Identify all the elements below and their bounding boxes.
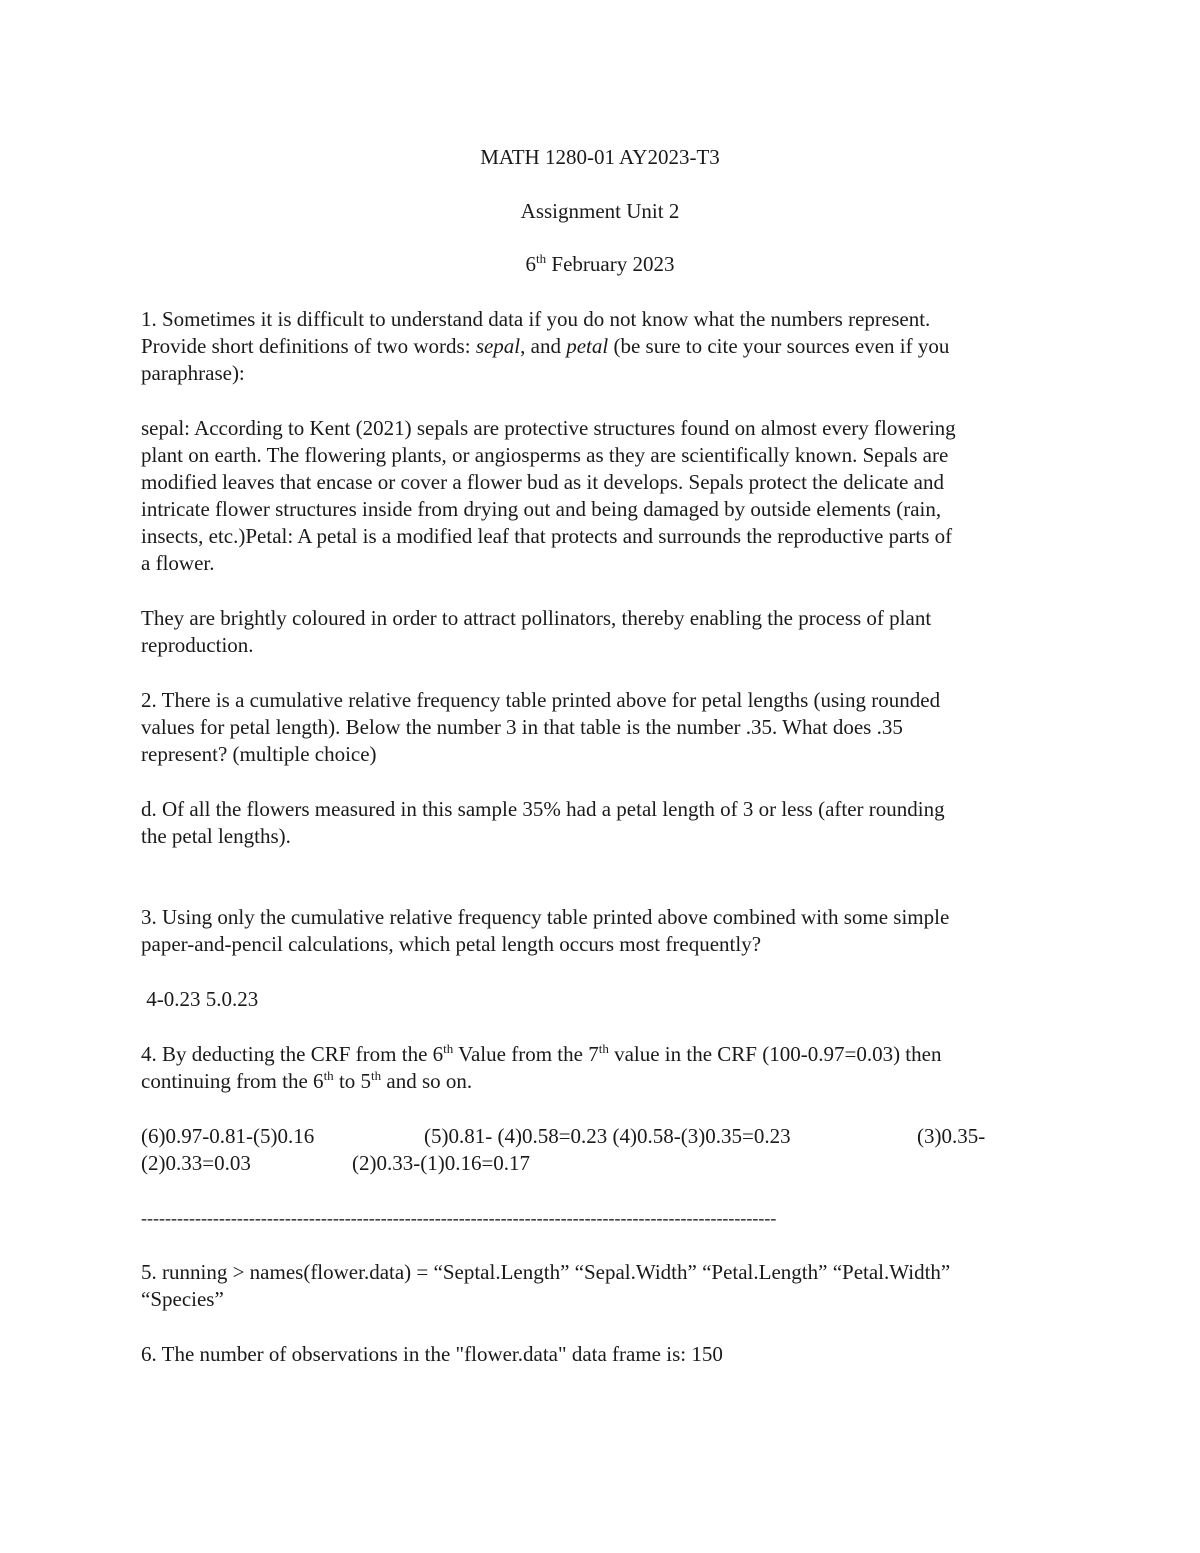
q2-answer-line-1: d. Of all the flowers measured in this sample 35% had a petal length of 3 or less (after rounding	[141, 797, 945, 821]
answer1-line-5: insects, etc.)Petal: A petal is a modified leaf that protects and surrounds the reproductive parts of	[141, 524, 953, 548]
calc-5-4-3: (5)0.81- (4)0.58=0.23 (4)0.58-(3)0.35=0.23	[424, 1124, 791, 1148]
answer1-para2-line-1: They are brightly coloured in order to attract pollinators, thereby enabling the process of plant	[141, 606, 932, 630]
assignment-date: 6th February 2023	[525, 251, 675, 276]
q4-calc-row-2	[141, 1150, 1080, 1177]
q5-line-2: “Species”	[141, 1287, 224, 1311]
answer1-line-2: plant on earth. The flowering plants, or angiosperms as they are scientifically known. Sepals are	[141, 443, 949, 467]
dashed-divider: ----------------------------------------------------------------------------------------------------------	[141, 1208, 777, 1228]
answer1-line-4: intricate flower structures inside from drying out and being damaged by outside elements (rain,	[141, 497, 942, 521]
q1-line-2: Provide short definitions of two words: sepal, and petal (be sure to cite your sources even if you	[141, 334, 950, 358]
calc-2-1: (2)0.33-(1)0.16=0.17	[352, 1151, 531, 1175]
q2-line-3: represent? (multiple choice)	[141, 742, 377, 766]
q1-line-1: 1. Sometimes it is difficult to understand data if you do not know what the numbers represent.	[141, 307, 931, 331]
q4-calc-row-1	[141, 1123, 1080, 1150]
answer1-line-3: modified leaves that encase or cover a flower bud as it develops. Sepals protect the delicate and	[141, 470, 944, 494]
calc-6-5: (6)0.97-0.81-(5)0.16	[141, 1124, 315, 1148]
assignment-title: Assignment Unit 2	[520, 199, 680, 223]
q3-answer: 4-0.23 5.0.23	[141, 987, 259, 1011]
q2-line-1: 2. There is a cumulative relative frequency table printed above for petal lengths (using rounded	[141, 688, 941, 712]
q2-answer-line-2: the petal lengths).	[141, 824, 291, 848]
q4-line-1: 4. By deducting the CRF from the 6th Value from the 7th value in the CRF (100-0.97=0.03) then	[141, 1041, 942, 1066]
answer1-line-6: a flower.	[141, 551, 215, 575]
calc-3-start: (3)0.35-	[917, 1124, 986, 1148]
q6-line-1: 6. The number of observations in the "flower.data" data frame is: 150	[141, 1342, 723, 1366]
q2-line-2: values for petal length). Below the number 3 in that table is the number .35. What does .35	[141, 715, 903, 739]
course-title: MATH 1280-01 AY2023-T3	[480, 145, 720, 169]
calc-3-2: (2)0.33=0.03	[141, 1151, 251, 1175]
answer1-line-1: sepal: According to Kent (2021) sepals are protective structures found on almost every flowering	[141, 416, 956, 440]
q3-line-2: paper-and-pencil calculations, which petal length occurs most frequently?	[141, 932, 762, 956]
q1-line-3: paraphrase):	[141, 361, 245, 385]
q4-line-2: continuing from the 6th to 5th and so on.	[141, 1068, 473, 1093]
q5-line-1: 5. running > names(flower.data) = “Septal.Length” “Sepal.Width” “Petal.Length” “Petal.Width”	[141, 1260, 951, 1284]
answer1-para2-line-2: reproduction.	[141, 633, 254, 657]
q3-line-1: 3. Using only the cumulative relative frequency table printed above combined with some simple	[141, 905, 950, 929]
